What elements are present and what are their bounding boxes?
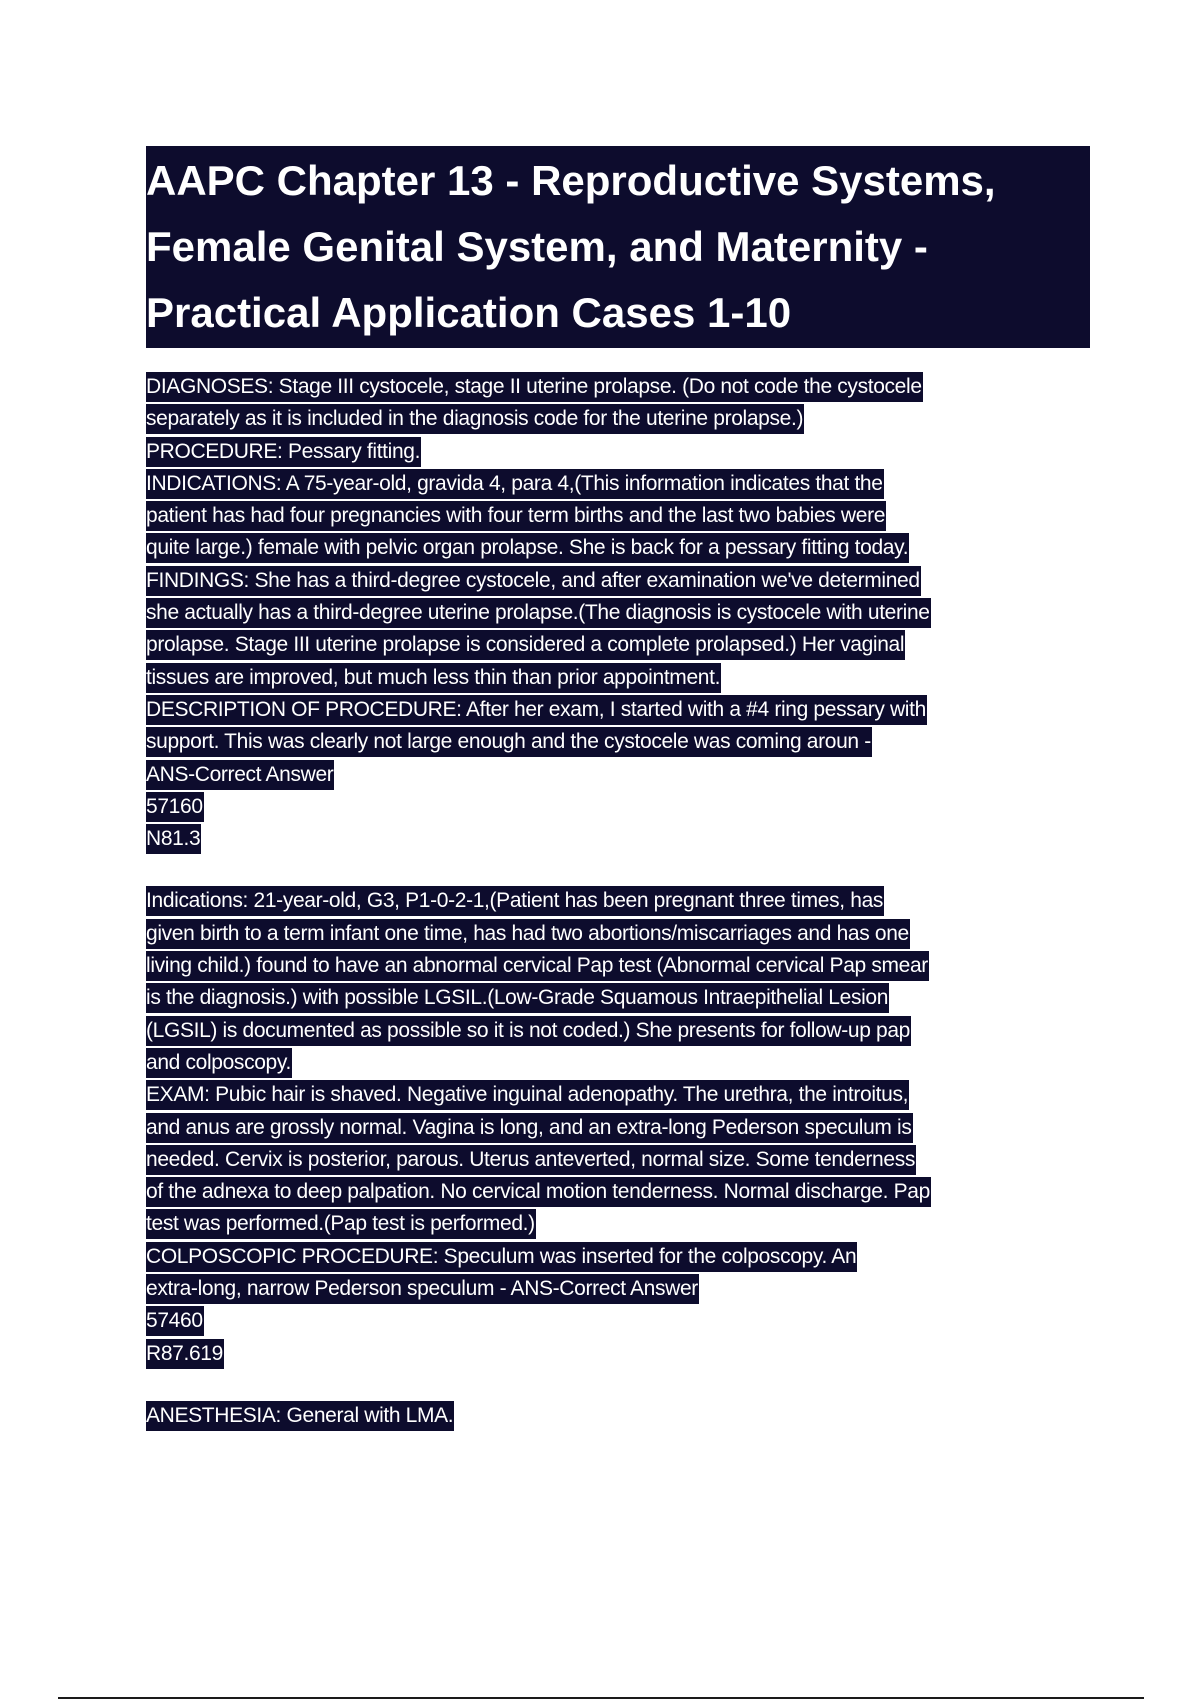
case-2-line: needed. Cervix is posterior, parous. Uterus anteverted, normal size. Some tenderness — [146, 1145, 916, 1175]
document-title-line-2: Female Genital System, and Maternity - — [146, 223, 928, 270]
case-1-line: PROCEDURE: Pessary fitting. — [146, 437, 421, 467]
case-2-line: given birth to a term infant one time, has had two abortions/miscarriages and has one — [146, 919, 910, 949]
case-1-line: INDICATIONS: A 75-year-old, gravida 4, para 4,(This information indicates that the — [146, 469, 884, 499]
case-1-section — [146, 372, 1096, 856]
case-2-line: of the adnexa to deep palpation. No cervical motion tenderness. Normal discharge. Pap — [146, 1177, 931, 1207]
document-title-block — [146, 146, 1090, 348]
case-1-line: DESCRIPTION OF PROCEDURE: After her exam, I started with a #4 ring pessary with — [146, 695, 927, 725]
case-1-line: patient has had four pregnancies with four term births and the last two babies were — [146, 501, 886, 531]
case-2-line: extra-long, narrow Pederson speculum - ANS-Correct Answer — [146, 1274, 699, 1304]
case-2-icd-code: R87.619 — [146, 1339, 224, 1369]
case-1-answer-label: ANS-Correct Answer — [146, 760, 334, 790]
case-3-section — [146, 1401, 1096, 1433]
page-bottom-rule — [58, 1697, 1144, 1699]
case-2-line: and colposcopy. — [146, 1048, 292, 1078]
case-2-line: COLPOSCOPIC PROCEDURE: Speculum was inserted for the colposcopy. An — [146, 1242, 857, 1272]
case-2-line: EXAM: Pubic hair is shaved. Negative inguinal adenopathy. The urethra, the introitus, — [146, 1080, 909, 1110]
document-title-line-1: AAPC Chapter 13 - Reproductive Systems, — [146, 157, 996, 204]
case-1-line: support. This was clearly not large enough and the cystocele was coming aroun - — [146, 727, 872, 757]
section-gap — [146, 856, 1096, 886]
case-1-line: she actually has a third-degree uterine prolapse.(The diagnosis is cystocele with uterine — [146, 598, 931, 628]
case-1-cpt-code: 57160 — [146, 792, 204, 822]
case-1-line: DIAGNOSES: Stage III cystocele, stage II uterine prolapse. (Do not code the cystocele — [146, 372, 923, 402]
case-2-line: and anus are grossly normal. Vagina is long, and an extra-long Pederson speculum is — [146, 1113, 913, 1143]
case-1-line: prolapse. Stage III uterine prolapse is considered a complete prolapsed.) Her vaginal — [146, 630, 905, 660]
case-2-line: living child.) found to have an abnormal cervical Pap test (Abnormal cervical Pap smear — [146, 951, 929, 981]
case-2-section — [146, 886, 1096, 1370]
case-2-line: test was performed.(Pap test is performed.) — [146, 1209, 536, 1239]
case-1-line: quite large.) female with pelvic organ prolapse. She is back for a pessary fitting today. — [146, 533, 909, 563]
document-body — [146, 372, 1096, 1433]
case-1-icd-code: N81.3 — [146, 824, 201, 854]
case-2-line: is the diagnosis.) with possible LGSIL.(Low-Grade Squamous Intraepithelial Lesion — [146, 983, 889, 1013]
case-2-line: (LGSIL) is documented as possible so it is not coded.) She presents for follow-up pap — [146, 1016, 911, 1046]
document-title-line-3: Practical Application Cases 1-10 — [146, 289, 792, 336]
section-gap — [146, 1371, 1096, 1401]
case-1-line: separately as it is included in the diagnosis code for the uterine prolapse.) — [146, 404, 804, 434]
case-2-cpt-code: 57460 — [146, 1306, 204, 1336]
case-3-line: ANESTHESIA: General with LMA. — [146, 1401, 454, 1431]
case-1-line: tissues are improved, but much less thin than prior appointment. — [146, 663, 721, 693]
case-2-line: Indications: 21-year-old, G3, P1-0-2-1,(Patient has been pregnant three times, has — [146, 886, 884, 916]
case-1-line: FINDINGS: She has a third-degree cystocele, and after examination we've determined — [146, 566, 921, 596]
